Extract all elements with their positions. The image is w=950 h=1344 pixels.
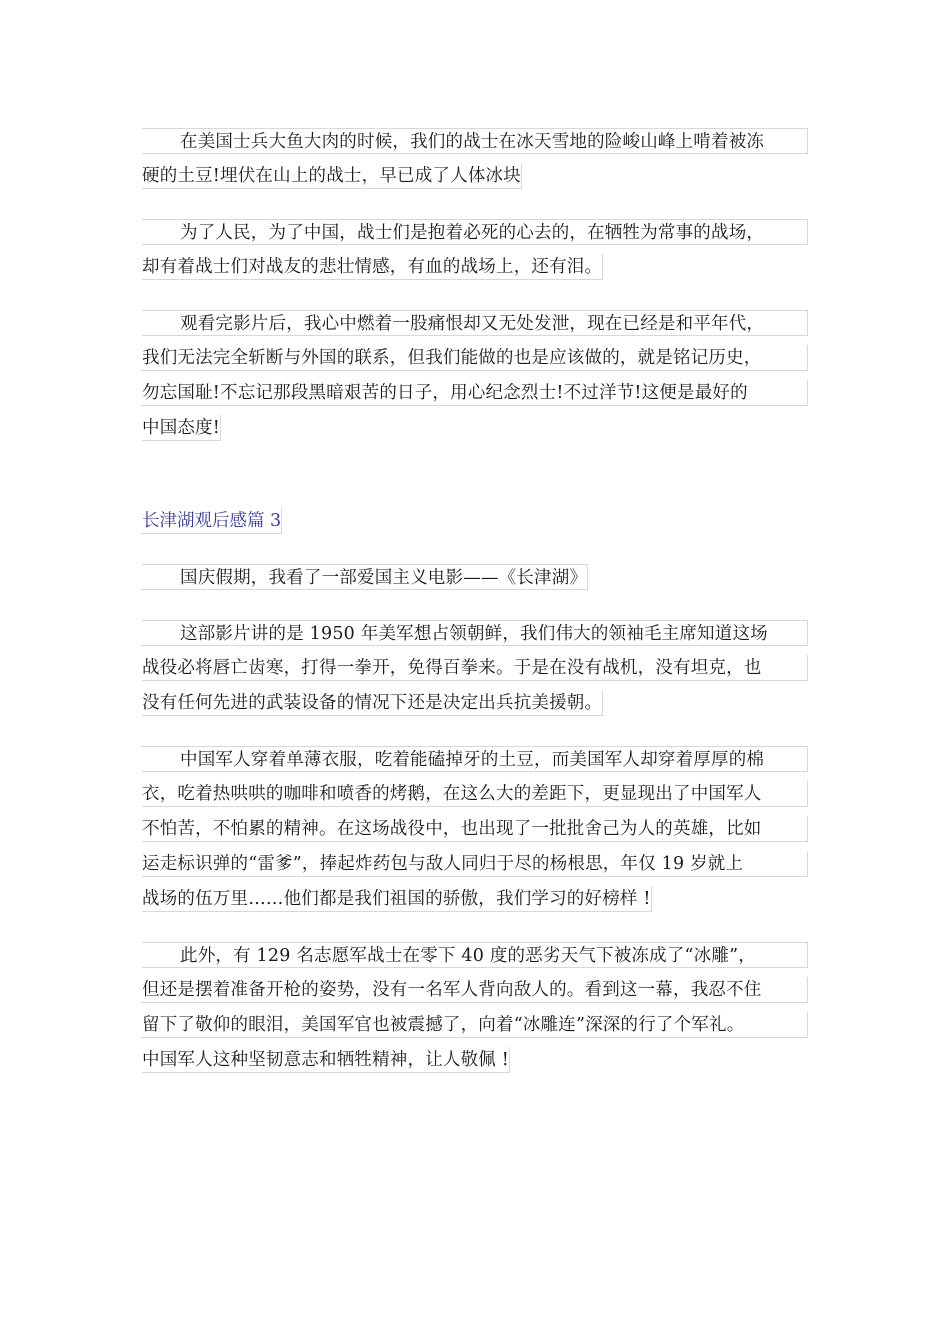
section-heading: 长津湖观后感篇 3: [142, 508, 282, 534]
text-line: 中国军人这种坚韧意志和牺牲精神，让人敬佩 !: [142, 1047, 510, 1073]
text-line: 运走标识弹的“雷爹”，捧起炸药包与敌人同归于尽的杨根思，年仅 19 岁就上: [142, 851, 808, 877]
text-line: 国庆假期，我看了一部爱国主义电影——《长津湖》: [142, 564, 588, 590]
text-line: 观看完影片后，我心中燃着一股痛恨却又无处发泄，现在已经是和平年代，: [142, 310, 808, 336]
text-line: 没有任何先进的武装设备的情况下还是决定出兵抗美援朝。: [142, 690, 603, 716]
paragraph: [142, 620, 808, 716]
text-line: 硬的土豆!埋伏在山上的战士，早已成了人体冰块: [142, 163, 522, 189]
text-line: 中国军人穿着单薄衣服，吃着能磕掉牙的土豆，而美国军人却穿着厚厚的棉: [142, 746, 808, 772]
paragraph: [142, 746, 808, 912]
paragraph: [142, 942, 808, 1073]
text-line: 为了人民，为了中国，战士们是抱着必死的心去的，在牺牲为常事的战场，: [142, 219, 808, 245]
paragraph: [142, 564, 808, 590]
text-line: 不怕苦，不怕累的精神。在这场战役中，也出现了一批批舍己为人的英雄，比如: [142, 816, 808, 842]
paragraph: [142, 310, 808, 441]
text-line: 衣，吃着热哄哄的咖啡和喷香的烤鹅，在这么大的差距下，更显现出了中国军人: [142, 781, 808, 807]
document-page: [142, 128, 808, 1103]
spacer: [142, 471, 808, 508]
text-line: 中国态度!: [142, 415, 221, 441]
text-line: 但还是摆着准备开枪的姿势，没有一名军人背向敌人的。看到这一幕，我忍不住: [142, 977, 808, 1003]
text-line: 却有着战士们对战友的悲壮情感，有血的战场上，还有泪。: [142, 254, 603, 280]
text-line: 我们无法完全斩断与外国的联系，但我们能做的也是应该做的，就是铭记历史，: [142, 345, 808, 371]
text-line: 勿忘国耻!不忘记那段黑暗艰苦的日子，用心纪念烈士!不过洋节!这便是最好的: [142, 380, 808, 406]
text-line: 此外，有 129 名志愿军战士在零下 40 度的恶劣天气下被冻成了“冰雕”，: [142, 942, 808, 968]
text-line: 在美国士兵大鱼大肉的时候，我们的战士在冰天雪地的险峻山峰上啃着被冻: [142, 128, 808, 154]
text-line: 这部影片讲的是 1950 年美军想占领朝鲜，我们伟大的领袖毛主席知道这场: [142, 620, 808, 646]
text-line: 战场的伍万里……他们都是我们祖国的骄傲，我们学习的好榜样 !: [142, 886, 652, 912]
paragraph: [142, 219, 808, 280]
text-line: 战役必将唇亡齿寒，打得一拳开，免得百拳来。于是在没有战机，没有坦克，也: [142, 655, 808, 681]
text-line: 留下了敬仰的眼泪，美国军官也被震撼了，向着“冰雕连”深深的行了个军礼。: [142, 1012, 808, 1038]
paragraph: [142, 128, 808, 189]
